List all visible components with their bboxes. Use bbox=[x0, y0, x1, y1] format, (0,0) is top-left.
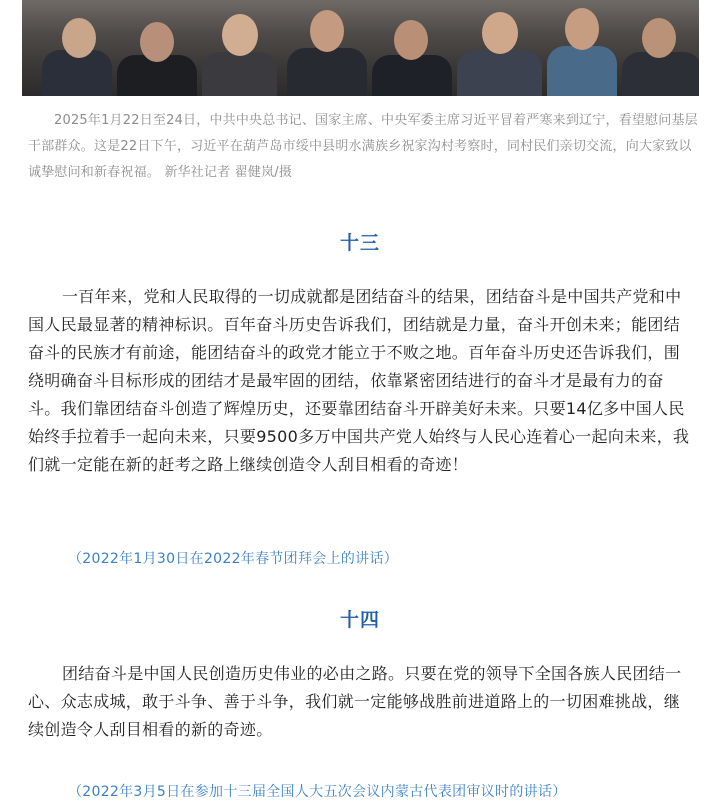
section-source-14: （2022年3月5日在参加十三届全国人大五次会议内蒙古代表团审议时的讲话） bbox=[68, 784, 567, 800]
news-photo bbox=[22, 0, 699, 96]
section-heading-13: 十三 bbox=[339, 232, 380, 254]
section-source-13: （2022年1月30日在2022年春节团拜会上的讲话） bbox=[68, 551, 399, 567]
section-body-14: 团结奋斗是中国人民创造历史伟业的必由之路。只要在党的领导下全国各族人民团结一心、众志成城，敢于斗争、善于斗争，我们就一定能够战胜前进道路上的一切困难挑战，继续创造令人刮目相看的新的奇迹。 bbox=[28, 664, 682, 739]
photo-caption: 2025年1月22日至24日，中共中央总书记、国家主席、中央军委主席习近平冒着严寒来到辽宁，看望慰问基层干部群众。这是22日下午，习近平在葫芦岛市绥中县明水满族乡祝家沟村考察时，同村民们亲切交流，向大家致以诚挚慰问和新春祝福。 新华社记者 翟健岚/摄 bbox=[28, 113, 698, 180]
section-body-13: 一百年来，党和人民取得的一切成就都是团结奋斗的结果，团结奋斗是中国共产党和中国人民最显著的精神标识。百年奋斗历史告诉我们，团结就是力量，奋斗开创未来；能团结奋斗的民族才有前途，能团结奋斗的政党才能立于不败之地。百年奋斗历史还告诉我们，围绕明确奋斗目标形成的团结才是最牢固的团结，依靠紧密团结进行的奋斗才是最有力的奋斗。我们靠团结奋斗创造了辉煌历史，还要靠团结奋斗开辟美好未来。只要14亿多中国人民始终手拉着手一起向未来，只要9500多万中国共产党人始终与人民心连着心一起向未来，我们就一定能在新的赶考之路上继续创造令人刮目相看的奇迹！ bbox=[28, 287, 690, 474]
section-heading-14: 十四 bbox=[339, 609, 380, 631]
